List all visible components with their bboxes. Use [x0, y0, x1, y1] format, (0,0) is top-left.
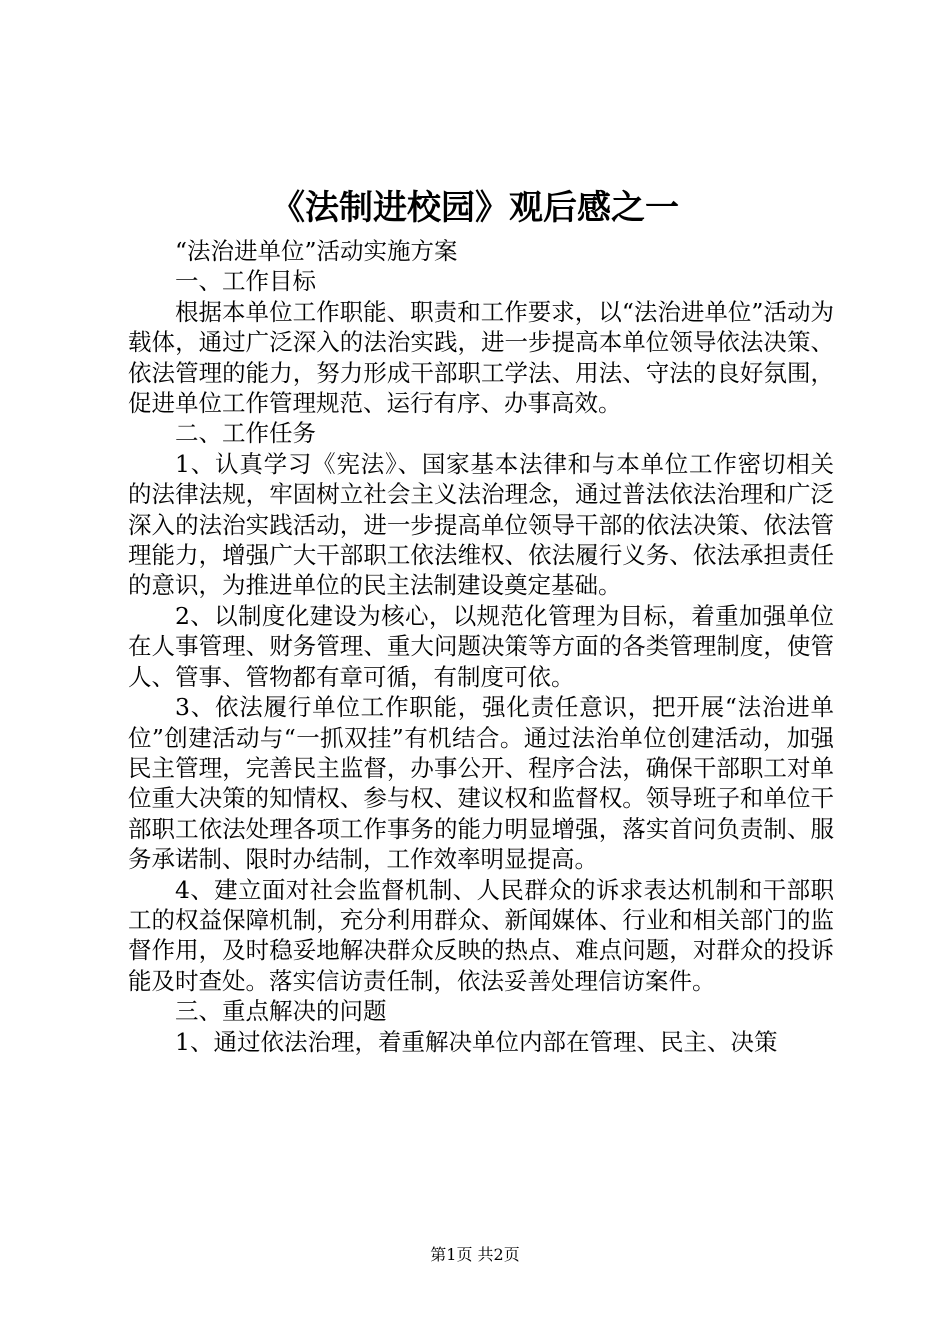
- body-paragraph: 2、以制度化建设为核心，以规范化管理为目标，着重加强单位在人事管理、财务管理、重大问题决策等方面的各类管理制度，使管人、管事、管物都有章可循，有制度可依。: [128, 601, 834, 691]
- body-paragraph: 1、通过依法治理，着重解决单位内部在管理、民主、决策: [175, 1027, 778, 1056]
- section-heading-key-issues: 三、重点解决的问题: [175, 997, 387, 1026]
- section-heading-tasks: 二、工作任务: [175, 419, 316, 448]
- section-heading-goals: 一、工作目标: [175, 267, 316, 296]
- body-paragraph: 3、依法履行单位工作职能，强化责任意识，把开展“法治进单位”创建活动与“一抓双挂”有机结合。通过法治单位创建活动，加强民主管理，完善民主监督，办事公开、程序合法，确保干部职工对单位重大决策的知情权、参与权、建议权和监督权。领导班子和单位干部职工依法处理各项工作事务的能力明显增强，落实首问负责制、服务承诺制、限时办结制，工作效率明显提高。: [128, 693, 834, 874]
- subtitle-paragraph: “法治进单位”活动实施方案: [175, 237, 458, 265]
- page-indicator: 第1页 共2页: [430, 1245, 520, 1264]
- document-body: [128, 236, 834, 1057]
- body-paragraph: 4、建立面对社会监督机制、人民群众的诉求表达机制和干部职工的权益保障机制，充分利用群众、新闻媒体、行业和相关部门的监督作用，及时稳妥地解决群众反映的热点、难点问题，对群众的投诉能及时查处。落实信访责任制，依法妥善处理信访案件。: [128, 875, 834, 995]
- body-paragraph: 根据本单位工作职能、职责和工作要求，以“法治进单位”活动为载体，通过广泛深入的法治实践，进一步提高本单位领导依法决策、依法管理的能力，努力形成干部职工学法、用法、守法的良好氛围，促进单位工作管理规范、运行有序、办事高效。: [128, 297, 834, 418]
- body-paragraph: 1、认真学习《宪法》、国家基本法律和与本单位工作密切相关的法律法规，牢固树立社会主义法治理念，通过普法依法治理和广泛深入的法治实践活动，进一步提高单位领导干部的依法决策、依法管理能力，增强广大干部职工依法维权、依法履行义务、依法承担责任的意识，为推进单位的民主法制建设奠定基础。: [128, 449, 834, 600]
- document-title: 《法制进校园》观后感之一: [271, 188, 679, 228]
